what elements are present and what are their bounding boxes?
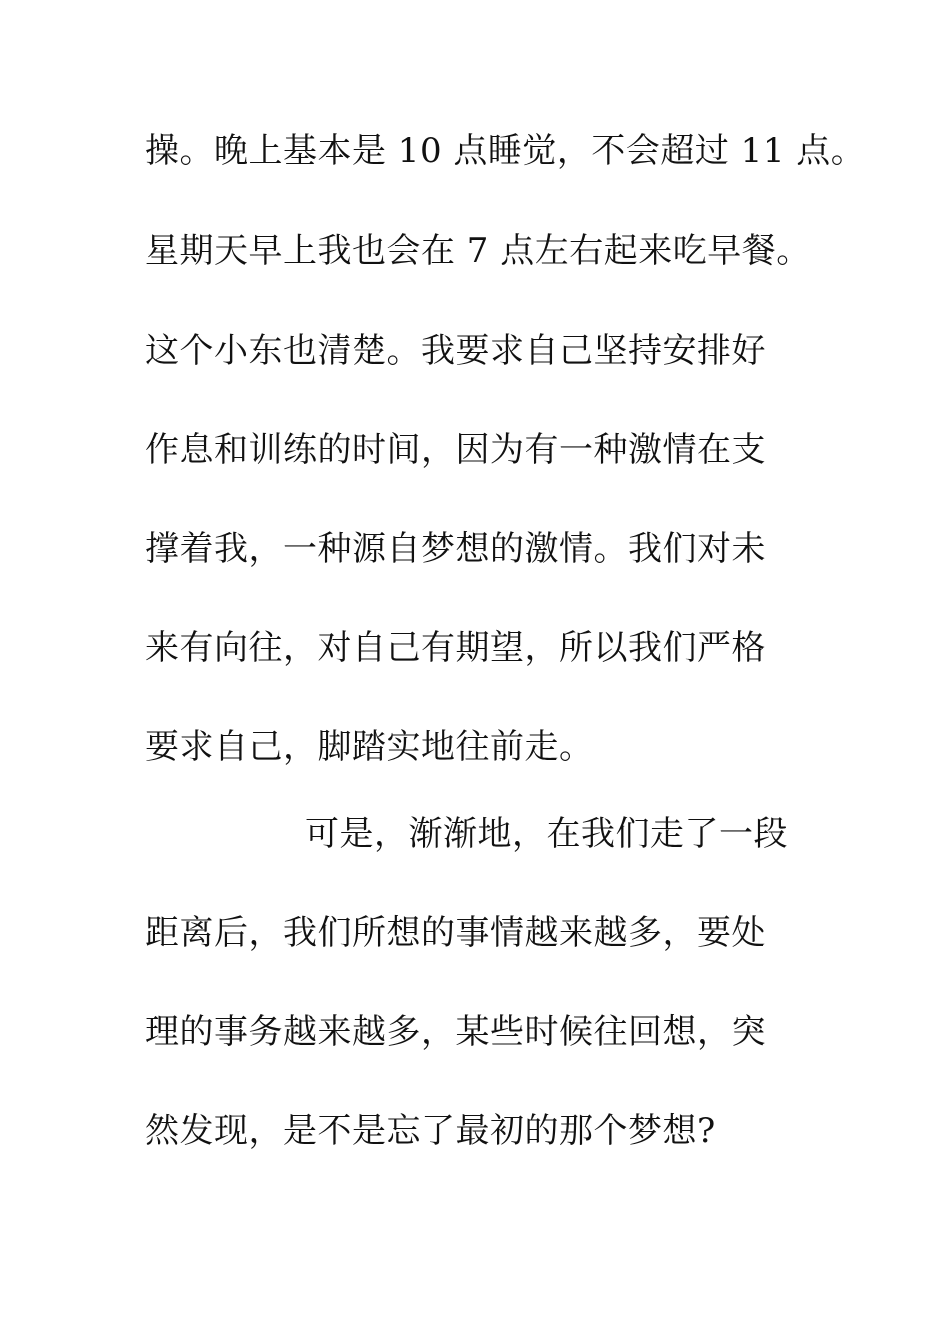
text-line: 要求自己，脚踏实地往前走。 — [145, 727, 594, 767]
text-line: 来有向往，对自己有期望，所以我们严格 — [145, 628, 766, 668]
text-line: 作息和训练的时间，因为有一种激情在支 — [145, 430, 766, 470]
text-line: 星期天早上我也会在 7 点左右起来吃早餐。 — [145, 231, 811, 271]
text-line: 然发现，是不是忘了最初的那个梦想? — [145, 1111, 716, 1151]
paragraph-start-line: 可是，渐渐地，在我们走了一段 — [305, 814, 788, 854]
text-line: 操。晚上基本是 10 点睡觉，不会超过 11 点。 — [145, 131, 866, 171]
text-line: 距离后，我们所想的事情越来越多，要处 — [145, 913, 766, 953]
text-line: 撑着我，一种源自梦想的激情。我们对未 — [145, 529, 766, 569]
text-line: 这个小东也清楚。我要求自己坚持安排好 — [145, 331, 766, 371]
text-line: 理的事务越来越多，某些时候往回想，突 — [145, 1012, 766, 1052]
